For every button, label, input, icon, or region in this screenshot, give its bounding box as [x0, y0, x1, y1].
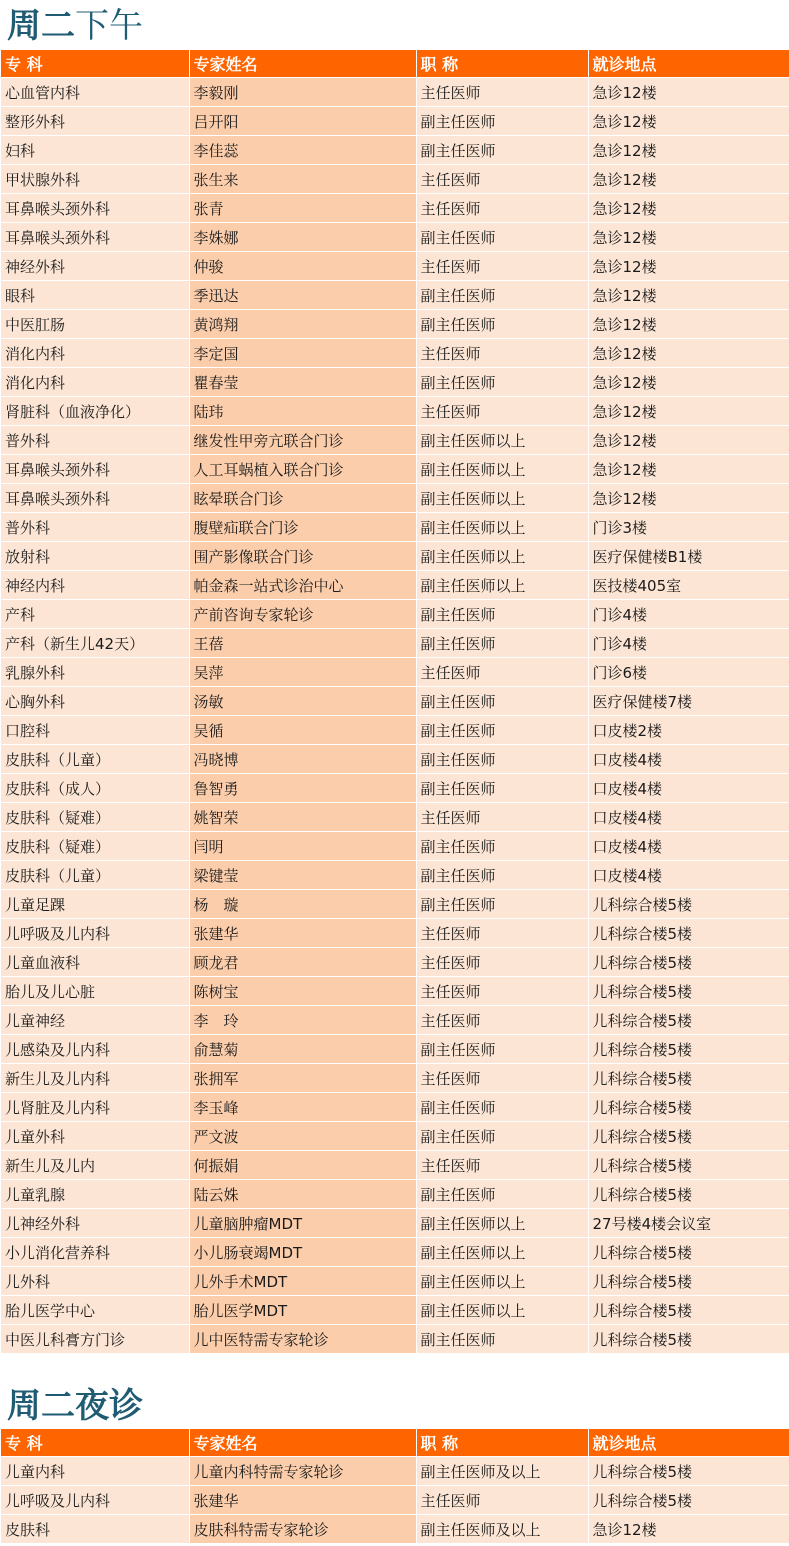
cell-title: 主任医师	[416, 803, 588, 832]
cell-location: 儿科综合楼5楼	[588, 1238, 789, 1267]
cell-title: 副主任医师及以上	[416, 1515, 588, 1544]
cell-title: 副主任医师	[416, 600, 588, 629]
cell-department: 甲状腺外科	[1, 165, 189, 194]
cell-expert-name: 梁键莹	[189, 861, 416, 890]
cell-title: 主任医师	[416, 1151, 588, 1180]
cell-title: 副主任医师	[416, 774, 588, 803]
cell-title: 副主任医师以上	[416, 571, 588, 600]
header-department: 专 科	[1, 50, 189, 78]
cell-title: 副主任医师	[416, 716, 588, 745]
table-row	[1, 658, 789, 687]
cell-title: 副主任医师	[416, 107, 588, 136]
cell-expert-name: 黄鸿翔	[189, 310, 416, 339]
cell-title: 副主任医师	[416, 1325, 588, 1354]
cell-department: 整形外科	[1, 107, 189, 136]
cell-department: 新生儿及儿内科	[1, 1064, 189, 1093]
cell-department: 儿肾脏及儿内科	[1, 1093, 189, 1122]
cell-location: 急诊12楼	[588, 252, 789, 281]
header-expert-name: 专家姓名	[189, 1429, 416, 1457]
cell-expert-name: 小儿肠衰竭MDT	[189, 1238, 416, 1267]
cell-title: 副主任医师	[416, 745, 588, 774]
cell-department: 儿感染及儿内科	[1, 1035, 189, 1064]
table-row	[1, 107, 789, 136]
cell-location: 儿科综合楼5楼	[588, 919, 789, 948]
table-row	[1, 368, 789, 397]
cell-title: 副主任医师以上	[416, 484, 588, 513]
cell-expert-name: 陈树宝	[189, 977, 416, 1006]
cell-expert-name: 李定国	[189, 339, 416, 368]
cell-department: 儿呼吸及儿内科	[1, 919, 189, 948]
cell-location: 急诊12楼	[588, 281, 789, 310]
cell-expert-name: 何振娟	[189, 1151, 416, 1180]
cell-location: 门诊3楼	[588, 513, 789, 542]
cell-location: 儿科综合楼5楼	[588, 890, 789, 919]
section-title-tuesday-afternoon	[0, 2, 789, 50]
cell-department: 皮肤科（疑难）	[1, 803, 189, 832]
table-row	[1, 513, 789, 542]
cell-department: 儿童神经	[1, 1006, 189, 1035]
title-light: 下午	[75, 6, 143, 46]
cell-location: 儿科综合楼5楼	[588, 1006, 789, 1035]
cell-expert-name: 李玉峰	[189, 1093, 416, 1122]
cell-expert-name: 人工耳蜗植入联合门诊	[189, 455, 416, 484]
cell-location: 儿科综合楼5楼	[588, 1093, 789, 1122]
cell-location: 儿科综合楼5楼	[588, 1151, 789, 1180]
cell-title: 副主任医师	[416, 1093, 588, 1122]
cell-department: 儿童外科	[1, 1122, 189, 1151]
cell-department: 小儿消化营养科	[1, 1238, 189, 1267]
cell-location: 急诊12楼	[588, 223, 789, 252]
cell-expert-name: 帕金森一站式诊治中心	[189, 571, 416, 600]
table-row	[1, 948, 789, 977]
header-title: 职 称	[416, 1429, 588, 1457]
cell-expert-name: 季迅达	[189, 281, 416, 310]
cell-location: 儿科综合楼5楼	[588, 1325, 789, 1354]
cell-location: 医疗保健楼7楼	[588, 687, 789, 716]
table-row	[1, 310, 789, 339]
cell-expert-name: 李佳蕊	[189, 136, 416, 165]
cell-department: 产科（新生儿42天）	[1, 629, 189, 658]
cell-expert-name: 张建华	[189, 919, 416, 948]
table-row	[1, 1151, 789, 1180]
header-department: 专 科	[1, 1429, 189, 1457]
table-body	[1, 78, 789, 1354]
cell-department: 神经外科	[1, 252, 189, 281]
cell-title: 副主任医师	[416, 832, 588, 861]
cell-location: 儿科综合楼5楼	[588, 1457, 789, 1486]
cell-location: 口皮楼4楼	[588, 803, 789, 832]
cell-location: 急诊12楼	[588, 426, 789, 455]
table-row	[1, 1209, 789, 1238]
cell-department: 普外科	[1, 426, 189, 455]
cell-expert-name: 张建华	[189, 1486, 416, 1515]
cell-location: 门诊4楼	[588, 629, 789, 658]
cell-location: 急诊12楼	[588, 368, 789, 397]
cell-department: 皮肤科	[1, 1515, 189, 1544]
cell-department: 新生儿及儿内	[1, 1151, 189, 1180]
cell-department: 皮肤科（疑难）	[1, 832, 189, 861]
cell-department: 中医儿科膏方门诊	[1, 1325, 189, 1354]
table-row	[1, 600, 789, 629]
cell-title: 副主任医师及以上	[416, 1457, 588, 1486]
table-row	[1, 1457, 789, 1486]
table-row	[1, 861, 789, 890]
cell-location: 儿科综合楼5楼	[588, 1486, 789, 1515]
header-title: 职 称	[416, 50, 588, 78]
table-row	[1, 1486, 789, 1515]
schedule-table-afternoon	[1, 50, 789, 1354]
cell-expert-name: 张青	[189, 194, 416, 223]
cell-expert-name: 李姝娜	[189, 223, 416, 252]
cell-title: 副主任医师	[416, 223, 588, 252]
cell-department: 心血管内科	[1, 78, 189, 107]
table-row	[1, 194, 789, 223]
cell-location: 急诊12楼	[588, 165, 789, 194]
cell-expert-name: 李 玲	[189, 1006, 416, 1035]
cell-location: 儿科综合楼5楼	[588, 1180, 789, 1209]
cell-location: 儿科综合楼5楼	[588, 1064, 789, 1093]
table-row	[1, 832, 789, 861]
cell-title: 副主任医师	[416, 310, 588, 339]
cell-location: 急诊12楼	[588, 107, 789, 136]
table-row	[1, 1238, 789, 1267]
cell-department: 耳鼻喉头颈外科	[1, 484, 189, 513]
cell-expert-name: 王蓓	[189, 629, 416, 658]
cell-title: 副主任医师以上	[416, 542, 588, 571]
cell-location: 口皮楼4楼	[588, 861, 789, 890]
cell-department: 神经内科	[1, 571, 189, 600]
table-row	[1, 629, 789, 658]
cell-department: 皮肤科（儿童）	[1, 745, 189, 774]
cell-title: 副主任医师以上	[416, 1296, 588, 1325]
cell-location: 急诊12楼	[588, 1515, 789, 1544]
cell-location: 门诊6楼	[588, 658, 789, 687]
table-row	[1, 1006, 789, 1035]
cell-location: 口皮楼4楼	[588, 745, 789, 774]
header-row	[1, 50, 789, 78]
cell-expert-name: 仲骏	[189, 252, 416, 281]
cell-department: 儿童内科	[1, 1457, 189, 1486]
cell-location: 儿科综合楼5楼	[588, 1267, 789, 1296]
cell-title: 主任医师	[416, 977, 588, 1006]
table-row	[1, 1093, 789, 1122]
table-row	[1, 397, 789, 426]
table-row	[1, 1296, 789, 1325]
cell-expert-name: 腹壁疝联合门诊	[189, 513, 416, 542]
cell-title: 主任医师	[416, 78, 588, 107]
cell-title: 主任医师	[416, 252, 588, 281]
table-row	[1, 484, 789, 513]
table-row	[1, 919, 789, 948]
cell-expert-name: 吕开阳	[189, 107, 416, 136]
cell-expert-name: 顾龙君	[189, 948, 416, 977]
cell-title: 主任医师	[416, 397, 588, 426]
table-row	[1, 252, 789, 281]
cell-title: 副主任医师	[416, 1180, 588, 1209]
table-row	[1, 687, 789, 716]
cell-expert-name: 李毅刚	[189, 78, 416, 107]
cell-location: 急诊12楼	[588, 397, 789, 426]
section-title-tuesday-night: 周二夜诊	[7, 1386, 143, 1426]
cell-location: 急诊12楼	[588, 78, 789, 107]
cell-title: 副主任医师	[416, 629, 588, 658]
cell-expert-name: 眩晕联合门诊	[189, 484, 416, 513]
header-location: 就诊地点	[588, 1429, 789, 1457]
table-row	[1, 1035, 789, 1064]
cell-title: 副主任医师	[416, 368, 588, 397]
cell-title: 副主任医师以上	[416, 426, 588, 455]
cell-department: 儿童乳腺	[1, 1180, 189, 1209]
table-row	[1, 165, 789, 194]
cell-expert-name: 儿童脑肿瘤MDT	[189, 1209, 416, 1238]
cell-location: 口皮楼4楼	[588, 774, 789, 803]
cell-expert-name: 张生来	[189, 165, 416, 194]
cell-location: 儿科综合楼5楼	[588, 1296, 789, 1325]
cell-title: 副主任医师	[416, 890, 588, 919]
cell-expert-name: 严文波	[189, 1122, 416, 1151]
table-row	[1, 1180, 789, 1209]
table-row	[1, 281, 789, 310]
cell-expert-name: 俞慧菊	[189, 1035, 416, 1064]
cell-department: 消化内科	[1, 368, 189, 397]
cell-expert-name: 继发性甲旁亢联合门诊	[189, 426, 416, 455]
cell-expert-name: 汤敏	[189, 687, 416, 716]
cell-location: 医技楼405室	[588, 571, 789, 600]
cell-location: 急诊12楼	[588, 310, 789, 339]
cell-expert-name: 皮肤科特需专家轮诊	[189, 1515, 416, 1544]
cell-department: 妇科	[1, 136, 189, 165]
table-row	[1, 339, 789, 368]
cell-department: 皮肤科（成人）	[1, 774, 189, 803]
cell-expert-name: 儿童内科特需专家轮诊	[189, 1457, 416, 1486]
table-row	[1, 1267, 789, 1296]
cell-expert-name: 儿中医特需专家轮诊	[189, 1325, 416, 1354]
cell-title: 主任医师	[416, 658, 588, 687]
table-row	[1, 1122, 789, 1151]
cell-title: 主任医师	[416, 1064, 588, 1093]
cell-department: 普外科	[1, 513, 189, 542]
cell-title: 主任医师	[416, 339, 588, 368]
cell-title: 副主任医师以上	[416, 1209, 588, 1238]
cell-location: 儿科综合楼5楼	[588, 1122, 789, 1151]
cell-location: 急诊12楼	[588, 455, 789, 484]
cell-title: 主任医师	[416, 165, 588, 194]
cell-location: 急诊12楼	[588, 339, 789, 368]
cell-department: 耳鼻喉头颈外科	[1, 223, 189, 252]
cell-expert-name: 产前咨询专家轮诊	[189, 600, 416, 629]
cell-title: 副主任医师	[416, 687, 588, 716]
cell-location: 口皮楼2楼	[588, 716, 789, 745]
cell-title: 主任医师	[416, 948, 588, 977]
cell-expert-name: 杨 璇	[189, 890, 416, 919]
cell-expert-name: 儿外手术MDT	[189, 1267, 416, 1296]
table-row	[1, 426, 789, 455]
table-row	[1, 803, 789, 832]
cell-department: 儿童足踝	[1, 890, 189, 919]
cell-department: 乳腺外科	[1, 658, 189, 687]
cell-expert-name: 胎儿医学MDT	[189, 1296, 416, 1325]
cell-title: 副主任医师以上	[416, 1238, 588, 1267]
cell-department: 儿外科	[1, 1267, 189, 1296]
cell-location: 口皮楼4楼	[588, 832, 789, 861]
cell-title: 主任医师	[416, 1006, 588, 1035]
cell-title: 副主任医师以上	[416, 1267, 588, 1296]
cell-department: 眼科	[1, 281, 189, 310]
cell-expert-name: 吴萍	[189, 658, 416, 687]
cell-title: 主任医师	[416, 194, 588, 223]
cell-expert-name: 冯晓博	[189, 745, 416, 774]
cell-title: 副主任医师	[416, 1122, 588, 1151]
cell-department: 儿神经外科	[1, 1209, 189, 1238]
table-row	[1, 542, 789, 571]
cell-title: 副主任医师以上	[416, 455, 588, 484]
header-row	[1, 1429, 789, 1457]
cell-location: 医疗保健楼B1楼	[588, 542, 789, 571]
cell-title: 副主任医师	[416, 136, 588, 165]
cell-location: 27号楼4楼会议室	[588, 1209, 789, 1238]
table-row	[1, 890, 789, 919]
header-expert-name: 专家姓名	[189, 50, 416, 78]
cell-expert-name: 闫明	[189, 832, 416, 861]
cell-title: 副主任医师	[416, 861, 588, 890]
cell-title: 主任医师	[416, 1486, 588, 1515]
table-row	[1, 1325, 789, 1354]
header-location: 就诊地点	[588, 50, 789, 78]
cell-department: 中医肛肠	[1, 310, 189, 339]
cell-department: 儿呼吸及儿内科	[1, 1486, 189, 1515]
cell-location: 急诊12楼	[588, 484, 789, 513]
cell-title: 副主任医师	[416, 1035, 588, 1064]
cell-title: 副主任医师	[416, 281, 588, 310]
title-bold: 周二	[7, 6, 75, 46]
cell-title: 副主任医师以上	[416, 513, 588, 542]
cell-department: 胎儿医学中心	[1, 1296, 189, 1325]
table-row	[1, 136, 789, 165]
cell-location: 儿科综合楼5楼	[588, 948, 789, 977]
cell-expert-name: 张拥军	[189, 1064, 416, 1093]
table-row	[1, 1515, 789, 1544]
cell-location: 儿科综合楼5楼	[588, 1035, 789, 1064]
cell-expert-name: 陆玮	[189, 397, 416, 426]
cell-location: 门诊4楼	[588, 600, 789, 629]
cell-title: 主任医师	[416, 919, 588, 948]
cell-location: 急诊12楼	[588, 194, 789, 223]
cell-department: 消化内科	[1, 339, 189, 368]
table-row	[1, 1064, 789, 1093]
table-row	[1, 774, 789, 803]
table-row	[1, 78, 789, 107]
table-row	[1, 716, 789, 745]
cell-location: 儿科综合楼5楼	[588, 977, 789, 1006]
cell-expert-name: 鲁智勇	[189, 774, 416, 803]
cell-department: 口腔科	[1, 716, 189, 745]
cell-expert-name: 围产影像联合门诊	[189, 542, 416, 571]
cell-location: 急诊12楼	[588, 136, 789, 165]
cell-expert-name: 姚智荣	[189, 803, 416, 832]
cell-department: 产科	[1, 600, 189, 629]
cell-department: 心胸外科	[1, 687, 189, 716]
table-row	[1, 455, 789, 484]
table-row	[1, 977, 789, 1006]
schedule-table-night	[1, 1429, 789, 1544]
cell-department: 胎儿及儿心脏	[1, 977, 189, 1006]
table-row	[1, 745, 789, 774]
table-row	[1, 223, 789, 252]
cell-department: 儿童血液科	[1, 948, 189, 977]
cell-expert-name: 吴循	[189, 716, 416, 745]
cell-expert-name: 陆云姝	[189, 1180, 416, 1209]
cell-department: 耳鼻喉头颈外科	[1, 455, 189, 484]
cell-department: 皮肤科（儿童）	[1, 861, 189, 890]
cell-department: 肾脏科（血液净化）	[1, 397, 189, 426]
table-row	[1, 571, 789, 600]
cell-department: 耳鼻喉头颈外科	[1, 194, 189, 223]
cell-expert-name: 瞿春莹	[189, 368, 416, 397]
cell-department: 放射科	[1, 542, 189, 571]
table-body	[1, 1457, 789, 1544]
